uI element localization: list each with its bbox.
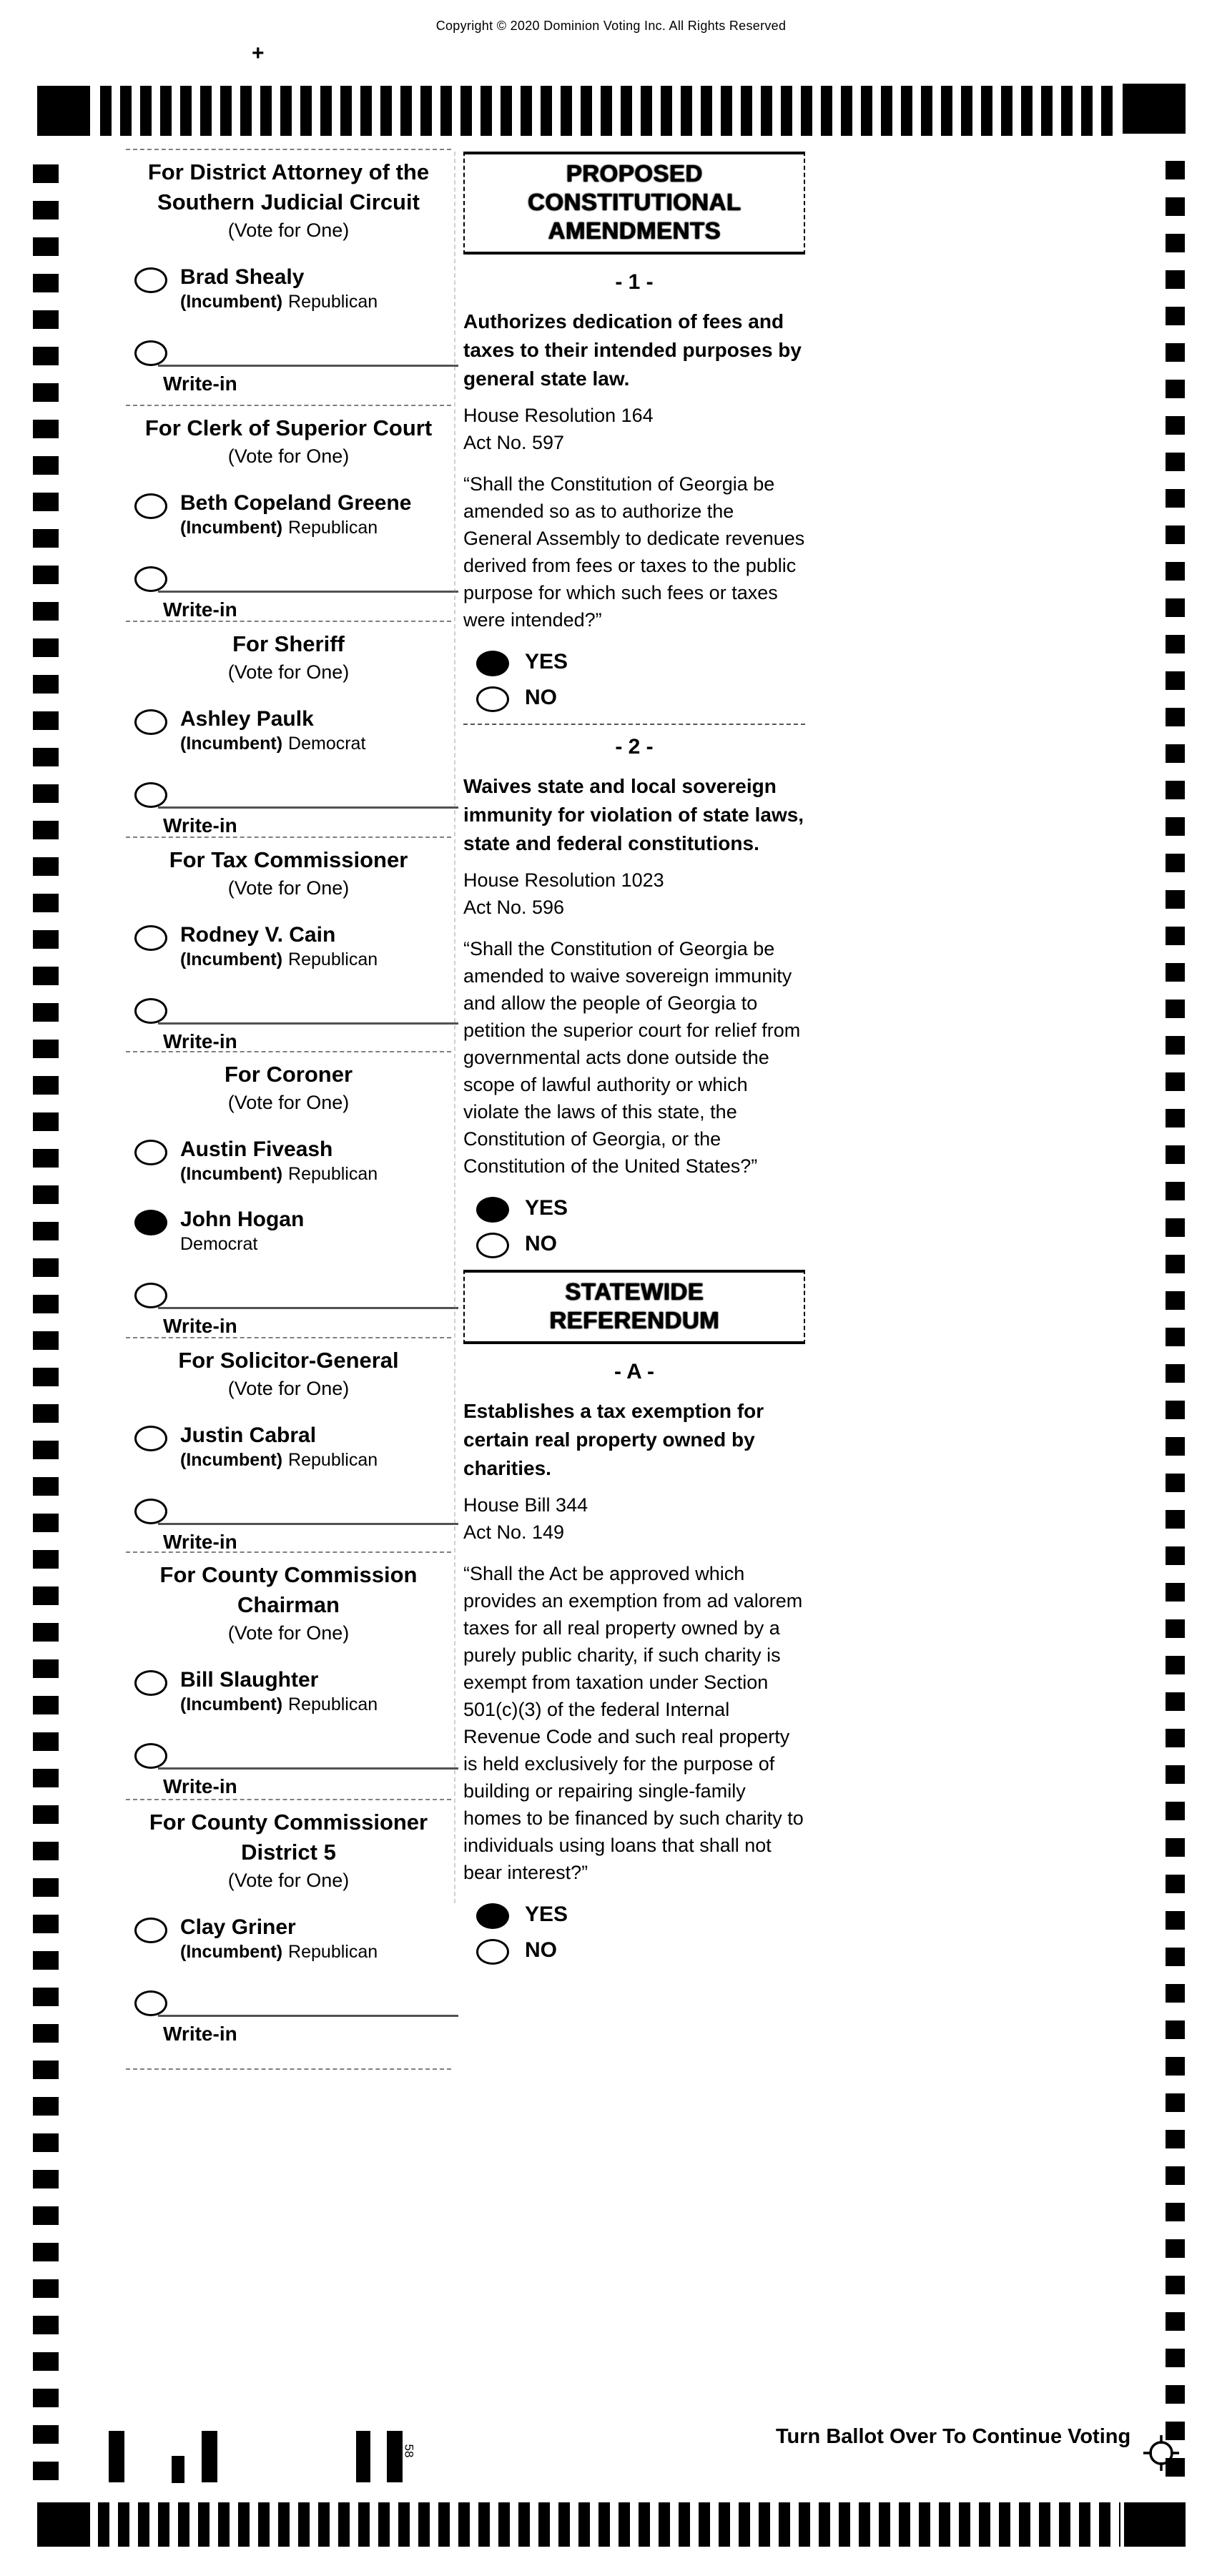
write-in-bubble[interactable] [134,998,167,1024]
write-in-bubble-row [134,995,451,1020]
candidate-bubble[interactable] [134,1140,167,1165]
measure-summary: Waives state and local sovereign immunity for violation of state laws, state and federal constitutions. [463,775,804,854]
contest-coroner [126,1051,451,1338]
write-in-bubble[interactable] [134,1499,167,1524]
measure-number: - 2 - [615,735,654,759]
measure-question: “Shall the Constitution of Georgia be amended to waive sovereign immunity and allow the people of Georgia to petition the superior court for relief from governmental acts done outside the scope of lawful authority or which violate the laws of this state, the Constitution of Georgia, or the Constitution of the United States?” [463,938,801,1177]
no-label: NO [525,1232,557,1255]
write-in-line[interactable] [158,1523,458,1525]
candidate-text: Ashley Paulk (Incumbent) Democrat [180,707,366,754]
write-in-bubble[interactable] [134,1990,167,2016]
turn-ballot-over-instruction: Turn Ballot Over To Continue Voting [776,2425,1131,2448]
vote-for-one-label: (Vote for One) [227,445,350,467]
write-in-area [126,365,451,395]
write-in-line[interactable] [158,591,458,593]
write-in-bubble-row [134,1988,451,2012]
registration-plus-mark: + [252,41,265,65]
write-in-label: Write-in [163,1531,237,1553]
measure-summary: Establishes a tax exemption for certain real property owned by charities. [463,1400,764,1479]
write-in-bubble[interactable] [134,566,167,592]
candidate-row [134,1667,451,1716]
contest-divider [126,2068,451,2070]
contest-clerk-superior-court [126,405,451,621]
yes-label: YES [525,1196,568,1220]
registration-crosshair-icon [1142,2434,1181,2472]
measure-number: - A - [614,1360,655,1383]
write-in-area [126,806,451,837]
contest-divider [126,837,451,838]
contest-divider [126,149,451,150]
timing-corner-top-right [1123,84,1186,134]
candidate-row [134,1137,451,1185]
write-in-line[interactable] [158,806,458,809]
vote-for-one-label: (Vote for One) [227,1378,350,1399]
write-in-bubble[interactable] [134,340,167,366]
contest-sheriff [126,621,451,837]
contest-tax-commissioner [126,837,451,1053]
candidate-text: Austin Fiveash (Incumbent) Republican [180,1138,378,1184]
timing-marks-bottom [98,2502,1120,2547]
timing-corner-bottom-right [1124,2502,1186,2547]
write-in-area [126,1767,451,1798]
contest-district-attorney [126,149,451,395]
candidate-text: Brad Shealy (Incumbent) Republican [180,265,378,312]
contest-divider [126,1051,451,1052]
contest-title: For Tax Commissioner [169,847,408,872]
no-label: NO [525,1938,557,1962]
candidate-row [134,706,451,755]
write-in-line[interactable] [158,365,458,367]
write-in-bubble-row [134,779,451,804]
candidate-text: Justin Cabral (Incumbent) Republican [180,1423,378,1470]
measure-number: - 1 - [615,270,654,294]
write-in-label: Write-in [163,1030,237,1052]
contest-title: For County Commission Chairman [159,1562,418,1617]
contest-title: For Solicitor-General [178,1348,399,1373]
measures-column [463,152,805,1963]
yes-label: YES [525,650,568,673]
write-in-label: Write-in [163,598,237,621]
yes-option-row [476,649,805,675]
contest-divider [126,1551,451,1553]
candidate-row [134,922,451,971]
write-in-bubble-row [134,563,451,588]
write-in-label: Write-in [163,814,237,837]
timing-marks-left [33,164,59,2484]
copyright-text: Copyright © 2020 Dominion Voting Inc. All Rights Reserved [435,19,787,33]
timing-corner-top-left [37,86,90,136]
write-in-label: Write-in [163,1775,237,1797]
column-rule [454,152,455,1903]
candidate-bubble[interactable] [134,1210,167,1235]
write-in-label: Write-in [163,372,237,395]
candidate-bubble[interactable] [134,493,167,519]
write-in-bubble-row [134,1740,451,1765]
write-in-area [126,2015,451,2045]
yes-bubble[interactable] [476,651,509,676]
candidate-row [134,490,451,539]
write-in-bubble[interactable] [134,1743,167,1769]
measure-amendment-1 [463,270,805,711]
contest-county-commission-chairman [126,1551,451,1798]
candidate-bubble[interactable] [134,1670,167,1696]
timing-marks-right [1166,161,1185,2484]
candidate-bubble[interactable] [134,1426,167,1451]
ballot-barcode-bar [109,2431,124,2482]
timing-marks-top [100,86,1118,136]
measure-amendment-2 [463,724,805,1257]
vote-for-one-label: (Vote for One) [227,661,350,683]
write-in-bubble[interactable] [134,782,167,808]
no-option-row [476,1231,805,1257]
write-in-bubble-row [134,337,451,362]
measure-summary: Authorizes dedication of fees and taxes to their intended purposes by general state law. [463,310,802,390]
vote-for-one-label: (Vote for One) [227,1092,350,1113]
yes-option-row [476,1902,805,1928]
candidate-row [134,265,451,313]
contest-county-commissioner-district-5 [126,1799,451,2070]
write-in-area [126,591,451,621]
measure-referendum-a [463,1360,805,1963]
contest-title: For Clerk of Superior Court [144,415,433,440]
candidate-text: John Hogan Democrat [180,1208,305,1254]
ballot-barcode-bar [202,2431,217,2482]
write-in-bubble-row [134,1280,451,1304]
write-in-line[interactable] [158,1022,458,1025]
no-bubble[interactable] [476,686,509,712]
candidate-text: Clay Griner (Incumbent) Republican [180,1915,378,1962]
ballot-barcode-bar [387,2431,403,2482]
timing-corner-bottom-left [37,2502,90,2547]
no-bubble[interactable] [476,1233,509,1258]
contest-divider [126,405,451,406]
vote-for-one-label: (Vote for One) [227,219,350,241]
write-in-area [126,1523,451,1554]
vote-for-one-label: (Vote for One) [227,877,350,899]
candidate-bubble[interactable] [134,925,167,951]
write-in-area [126,1307,451,1338]
ballot-barcode-bar [356,2431,370,2482]
contest-title: For Sheriff [232,631,345,656]
write-in-label: Write-in [163,2023,237,2045]
candidate-bubble[interactable] [134,1918,167,1943]
measure-references: House Resolution 164 Act No. 597 [463,405,654,453]
write-in-line[interactable] [158,1767,458,1770]
yes-label: YES [525,1903,568,1926]
candidate-bubble[interactable] [134,709,167,735]
write-in-area [126,1022,451,1053]
write-in-bubble[interactable] [134,1283,167,1308]
no-label: NO [525,686,557,709]
contest-title: For District Attorney of the Southern Judicial Circuit [147,159,430,214]
measure-question: “Shall the Act be approved which provides an exemption from ad valorem taxes for all real property owned by a purely public charity, if such charity is exempt from taxation under Section 501(c)(3) of the federal Internal Revenue Code and such real property is held exclusively for the purpose of building or repairing single-family homes to be financed by such charity to individuals using loans that shall not bear interest?” [463,1563,804,1883]
candidate-row [134,1207,451,1255]
candidate-row [134,1423,451,1471]
write-in-line[interactable] [158,2015,458,2017]
candidate-text: Bill Slaughter (Incumbent) Republican [180,1668,378,1714]
contest-divider [126,1799,451,1800]
measure-question: “Shall the Constitution of Georgia be amended so as to authorize the General Assembly to dedicate revenues derived from fees or taxes to the public purpose for which such fees or taxes were intended?” [463,473,805,631]
contest-divider [126,621,451,622]
contest-solicitor-general [126,1337,451,1554]
candidate-bubble[interactable] [134,267,167,293]
amendments-header-box: PROPOSED CONSTITUTIONAL AMENDMENTS [463,152,805,255]
no-option-row [476,685,805,711]
measure-references: House Bill 344 Act No. 149 [463,1494,588,1543]
candidate-text: Beth Copeland Greene (Incumbent) Republican [180,491,412,538]
vote-for-one-label: (Vote for One) [227,1622,350,1644]
sheet-number: 58 [402,2444,416,2458]
vote-for-one-label: (Vote for One) [227,1870,350,1891]
measure-references: House Resolution 1023 Act No. 596 [463,869,664,918]
candidate-text: Rodney V. Cain (Incumbent) Republican [180,923,378,969]
contest-divider [126,1337,451,1338]
write-in-label: Write-in [163,1315,237,1337]
contest-title: For Coroner [224,1062,353,1087]
contest-title: For County Commissioner District 5 [149,1810,428,1865]
yes-bubble[interactable] [476,1903,509,1929]
candidate-row [134,1915,451,1963]
write-in-bubble-row [134,1496,451,1520]
yes-option-row [476,1195,805,1221]
yes-bubble[interactable] [476,1197,509,1223]
no-bubble[interactable] [476,1939,509,1965]
no-option-row [476,1938,805,1963]
ballot-barcode-bar [172,2456,184,2483]
referendum-header-box: STATEWIDE REFERENDUM [463,1270,805,1344]
write-in-line[interactable] [158,1307,458,1309]
